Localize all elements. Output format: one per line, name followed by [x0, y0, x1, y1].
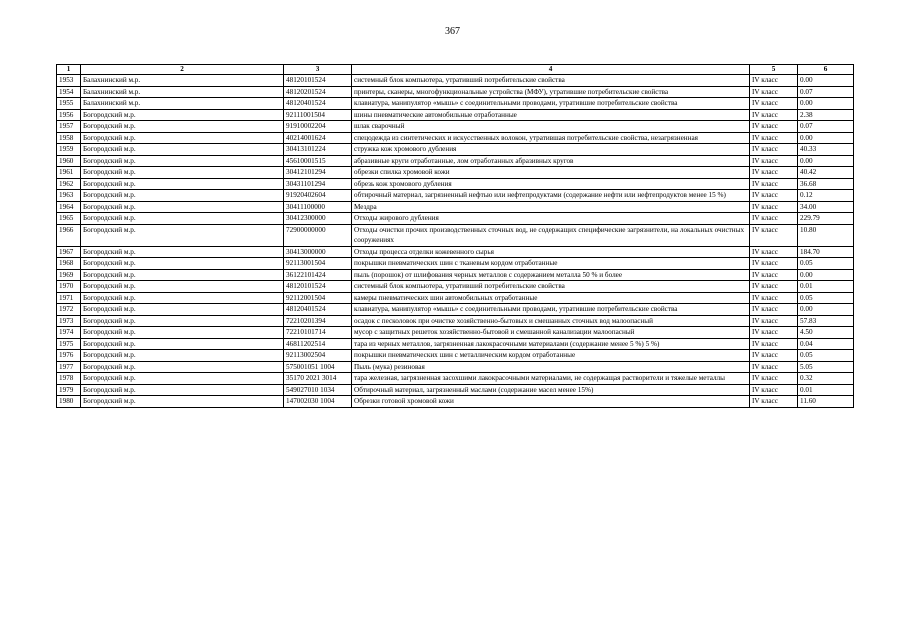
table-row	[57, 373, 854, 385]
hazard-class-cell: IV класс	[750, 178, 798, 190]
page-number: 367	[445, 26, 460, 37]
waste-code-cell: 72210201394	[284, 315, 352, 327]
description-cell: принтеры, сканеры, многофункциональные устройства (МФУ), утратившие потребительские свойства	[352, 86, 750, 98]
hazard-class-cell: IV класс	[750, 350, 798, 362]
waste-code-cell: 91920402604	[284, 190, 352, 202]
hazard-class-cell: IV класс	[750, 155, 798, 167]
table-row	[57, 224, 854, 246]
table-row	[57, 269, 854, 281]
waste-code-cell: 30413101224	[284, 144, 352, 156]
waste-code-cell: 72900000000	[284, 224, 352, 246]
waste-code-cell: 45610001515	[284, 155, 352, 167]
hazard-class-cell: IV класс	[750, 201, 798, 213]
description-cell: тара из черных металлов, загрязненная лакокрасочными материалами (содержание менее 5 %) 5 %)	[352, 338, 750, 350]
table-row	[57, 327, 854, 339]
amount-cell: 0.32	[798, 373, 854, 385]
district-cell: Богородский м.р.	[81, 338, 284, 350]
district-cell: Богородский м.р.	[81, 396, 284, 408]
waste-code-cell: 30412300000	[284, 213, 352, 225]
row-number: 1970	[57, 281, 81, 293]
district-cell: Богородский м.р.	[81, 144, 284, 156]
row-number: 1955	[57, 98, 81, 110]
hazard-class-cell: IV класс	[750, 292, 798, 304]
district-cell: Богородский м.р.	[81, 224, 284, 246]
waste-code-cell: 92111001504	[284, 109, 352, 121]
district-cell: Богородский м.р.	[81, 246, 284, 258]
district-cell: Богородский м.р.	[81, 167, 284, 179]
hazard-class-cell: IV класс	[750, 384, 798, 396]
amount-cell: 0.07	[798, 121, 854, 133]
description-cell: мусор с защитных решеток хозяйственно-бытовой и смешанной канализации малоопасный	[352, 327, 750, 339]
description-cell: Отходы очистки прочих производственных сточных вод, не содержащих специфические загрязнители, на локальных очистных сооружениях	[352, 224, 750, 246]
district-cell: Богородский м.р.	[81, 178, 284, 190]
district-cell: Богородский м.р.	[81, 373, 284, 385]
description-cell: Обрезки готовой хромовой кожи	[352, 396, 750, 408]
district-cell: Балахнинский м.р.	[81, 75, 284, 87]
district-cell: Балахнинский м.р.	[81, 98, 284, 110]
header-col-2: 2	[81, 65, 284, 75]
hazard-class-cell: IV класс	[750, 315, 798, 327]
amount-cell: 0.00	[798, 304, 854, 316]
hazard-class-cell: IV класс	[750, 75, 798, 87]
district-cell: Богородский м.р.	[81, 327, 284, 339]
hazard-class-cell: IV класс	[750, 396, 798, 408]
amount-cell: 40.33	[798, 144, 854, 156]
header-col-4: 4	[352, 65, 750, 75]
row-number: 1971	[57, 292, 81, 304]
table-row	[57, 121, 854, 133]
row-number: 1976	[57, 350, 81, 362]
description-cell: системный блок компьютера, утративший потребительские свойства	[352, 75, 750, 87]
table-row	[57, 304, 854, 316]
amount-cell: 0.00	[798, 155, 854, 167]
table-row	[57, 213, 854, 225]
amount-cell: 36.68	[798, 178, 854, 190]
amount-cell: 2.38	[798, 109, 854, 121]
hazard-class-cell: IV класс	[750, 144, 798, 156]
district-cell: Богородский м.р.	[81, 155, 284, 167]
amount-cell: 4.50	[798, 327, 854, 339]
amount-cell: 0.12	[798, 190, 854, 202]
description-cell: Пыль (мука) резиновая	[352, 361, 750, 373]
district-cell: Богородский м.р.	[81, 269, 284, 281]
district-cell: Богородский м.р.	[81, 315, 284, 327]
amount-cell: 11.60	[798, 396, 854, 408]
district-cell: Балахнинский м.р.	[81, 86, 284, 98]
hazard-class-cell: IV класс	[750, 224, 798, 246]
table-row	[57, 75, 854, 87]
row-number: 1974	[57, 327, 81, 339]
waste-code-cell: 30412101294	[284, 167, 352, 179]
row-number: 1966	[57, 224, 81, 246]
description-cell: пыль (порошок) от шлифования черных металлов с содержанием металла 50 % и более	[352, 269, 750, 281]
district-cell: Богородский м.р.	[81, 361, 284, 373]
hazard-class-cell: IV класс	[750, 121, 798, 133]
description-cell: Мездра	[352, 201, 750, 213]
waste-code-cell: 48120101524	[284, 281, 352, 293]
description-cell: шины пневматические автомобильные отработанные	[352, 109, 750, 121]
description-cell: клавиатура, манипулятор «мышь» с соединительными проводами, утратившие потребительские свойства	[352, 304, 750, 316]
header-row	[57, 65, 854, 75]
row-number: 1956	[57, 109, 81, 121]
waste-code-cell: 46811202514	[284, 338, 352, 350]
district-cell: Богородский м.р.	[81, 258, 284, 270]
district-cell: Богородский м.р.	[81, 201, 284, 213]
district-cell: Богородский м.р.	[81, 132, 284, 144]
waste-code-cell: 48120201524	[284, 86, 352, 98]
district-cell: Богородский м.р.	[81, 384, 284, 396]
amount-cell: 0.00	[798, 75, 854, 87]
amount-cell: 5.05	[798, 361, 854, 373]
description-cell: Отходы жирового дубления	[352, 213, 750, 225]
amount-cell: 0.05	[798, 258, 854, 270]
amount-cell: 0.00	[798, 132, 854, 144]
hazard-class-cell: IV класс	[750, 373, 798, 385]
amount-cell: 40.42	[798, 167, 854, 179]
table-row	[57, 350, 854, 362]
amount-cell: 0.01	[798, 281, 854, 293]
description-cell: стружка кож хромового дубления	[352, 144, 750, 156]
hazard-class-cell: IV класс	[750, 327, 798, 339]
hazard-class-cell: IV класс	[750, 361, 798, 373]
table-row	[57, 338, 854, 350]
amount-cell: 0.07	[798, 86, 854, 98]
hazard-class-cell: IV класс	[750, 338, 798, 350]
hazard-class-cell: IV класс	[750, 98, 798, 110]
waste-code-cell: 91910002204	[284, 121, 352, 133]
hazard-class-cell: IV класс	[750, 269, 798, 281]
district-cell: Богородский м.р.	[81, 109, 284, 121]
amount-cell: 57.83	[798, 315, 854, 327]
hazard-class-cell: IV класс	[750, 213, 798, 225]
row-number: 1968	[57, 258, 81, 270]
description-cell: спецодежда из синтетических и искусственных волокон, утратившая потребительские свойства, незагрязненная	[352, 132, 750, 144]
hazard-class-cell: IV класс	[750, 109, 798, 121]
description-cell: обтирочный материал, загрязненный нефтью или нефтепродуктами (содержание нефти или нефтепродуктов менее 15 %)	[352, 190, 750, 202]
hazard-class-cell: IV класс	[750, 246, 798, 258]
row-number: 1959	[57, 144, 81, 156]
hazard-class-cell: IV класс	[750, 281, 798, 293]
row-number: 1954	[57, 86, 81, 98]
description-cell: тара железная, загрязненная засохшими лакокрасочными материалами, не содержащая растворители и тяжелые металлы	[352, 373, 750, 385]
row-number: 1977	[57, 361, 81, 373]
waste-code-cell: 549027010 1034	[284, 384, 352, 396]
header-col-1: 1	[57, 65, 81, 75]
waste-code-cell: 36122101424	[284, 269, 352, 281]
amount-cell: 0.00	[798, 269, 854, 281]
hazard-class-cell: IV класс	[750, 86, 798, 98]
description-cell: абразивные круги отработанные, лом отработанных абразивных кругов	[352, 155, 750, 167]
waste-code-cell: 40214001624	[284, 132, 352, 144]
row-number: 1960	[57, 155, 81, 167]
table-row	[57, 167, 854, 179]
table-row	[57, 144, 854, 156]
waste-code-cell: 92113001504	[284, 258, 352, 270]
amount-cell: 0.05	[798, 292, 854, 304]
table-row	[57, 258, 854, 270]
row-number: 1980	[57, 396, 81, 408]
description-cell: обрезки спилка хромовой кожи	[352, 167, 750, 179]
district-cell: Богородский м.р.	[81, 350, 284, 362]
district-cell: Богородский м.р.	[81, 190, 284, 202]
header-col-5: 5	[750, 65, 798, 75]
row-number: 1962	[57, 178, 81, 190]
table-row	[57, 246, 854, 258]
description-cell: клавиатура, манипулятор «мышь» с соединительными проводами, утратившие потребительские свойства	[352, 98, 750, 110]
row-number: 1978	[57, 373, 81, 385]
table-row	[57, 178, 854, 190]
row-number: 1963	[57, 190, 81, 202]
waste-code-cell: 92112001504	[284, 292, 352, 304]
amount-cell: 34.00	[798, 201, 854, 213]
description-cell: покрышки пневматических шин с металлическим кордом отработанные	[352, 350, 750, 362]
row-number: 1967	[57, 246, 81, 258]
description-cell: системный блок компьютера, утративший потребительские свойства	[352, 281, 750, 293]
waste-code-cell: 72210101714	[284, 327, 352, 339]
description-cell: шлак сварочный	[352, 121, 750, 133]
waste-code-cell: 30411100000	[284, 201, 352, 213]
row-number: 1953	[57, 75, 81, 87]
table-row	[57, 201, 854, 213]
amount-cell: 184.70	[798, 246, 854, 258]
district-cell: Богородский м.р.	[81, 281, 284, 293]
amount-cell: 229.79	[798, 213, 854, 225]
amount-cell: 10.80	[798, 224, 854, 246]
description-cell: обрезь кож хромового дубления	[352, 178, 750, 190]
hazard-class-cell: IV класс	[750, 167, 798, 179]
table-row	[57, 190, 854, 202]
table-row	[57, 98, 854, 110]
description-cell: покрышки пневматических шин с тканевым кордом отработанные	[352, 258, 750, 270]
description-cell: Обтирочный материал, загрязненный маслами (содержание масел менее 15%)	[352, 384, 750, 396]
table-row	[57, 315, 854, 327]
waste-code-cell: 575001051 1004	[284, 361, 352, 373]
header-col-6: 6	[798, 65, 854, 75]
table-body	[57, 75, 854, 408]
waste-code-cell: 35170 2021 3014	[284, 373, 352, 385]
waste-code-cell: 30431101294	[284, 178, 352, 190]
waste-code-cell: 30413000000	[284, 246, 352, 258]
table-row	[57, 109, 854, 121]
row-number: 1961	[57, 167, 81, 179]
hazard-class-cell: IV класс	[750, 190, 798, 202]
row-number: 1958	[57, 132, 81, 144]
description-cell: Отходы процесса отделки кожевенного сырья	[352, 246, 750, 258]
waste-code-cell: 92113002504	[284, 350, 352, 362]
district-cell: Богородский м.р.	[81, 292, 284, 304]
hazard-class-cell: IV класс	[750, 304, 798, 316]
waste-code-cell: 147002030 1004	[284, 396, 352, 408]
hazard-class-cell: IV класс	[750, 132, 798, 144]
row-number: 1973	[57, 315, 81, 327]
hazard-class-cell: IV класс	[750, 258, 798, 270]
district-cell: Богородский м.р.	[81, 304, 284, 316]
table-row	[57, 281, 854, 293]
table-row	[57, 292, 854, 304]
row-number: 1979	[57, 384, 81, 396]
table-row	[57, 155, 854, 167]
row-number: 1975	[57, 338, 81, 350]
table-row	[57, 384, 854, 396]
description-cell: камеры пневматических шин автомобильных отработанные	[352, 292, 750, 304]
header-col-3: 3	[284, 65, 352, 75]
waste-registry-table	[56, 64, 854, 408]
table-row	[57, 86, 854, 98]
row-number: 1964	[57, 201, 81, 213]
row-number: 1969	[57, 269, 81, 281]
table-row	[57, 396, 854, 408]
waste-code-cell: 48120401524	[284, 98, 352, 110]
description-cell: осадок с песколовок при очистке хозяйственно-бытовых и смешанных сточных вод малоопасный	[352, 315, 750, 327]
amount-cell: 0.01	[798, 384, 854, 396]
table-row	[57, 361, 854, 373]
amount-cell: 0.05	[798, 350, 854, 362]
district-cell: Богородский м.р.	[81, 121, 284, 133]
waste-code-cell: 48120101524	[284, 75, 352, 87]
district-cell: Богородский м.р.	[81, 213, 284, 225]
amount-cell: 0.04	[798, 338, 854, 350]
row-number: 1957	[57, 121, 81, 133]
row-number: 1965	[57, 213, 81, 225]
table-row	[57, 132, 854, 144]
waste-code-cell: 48120401524	[284, 304, 352, 316]
amount-cell: 0.00	[798, 98, 854, 110]
row-number: 1972	[57, 304, 81, 316]
